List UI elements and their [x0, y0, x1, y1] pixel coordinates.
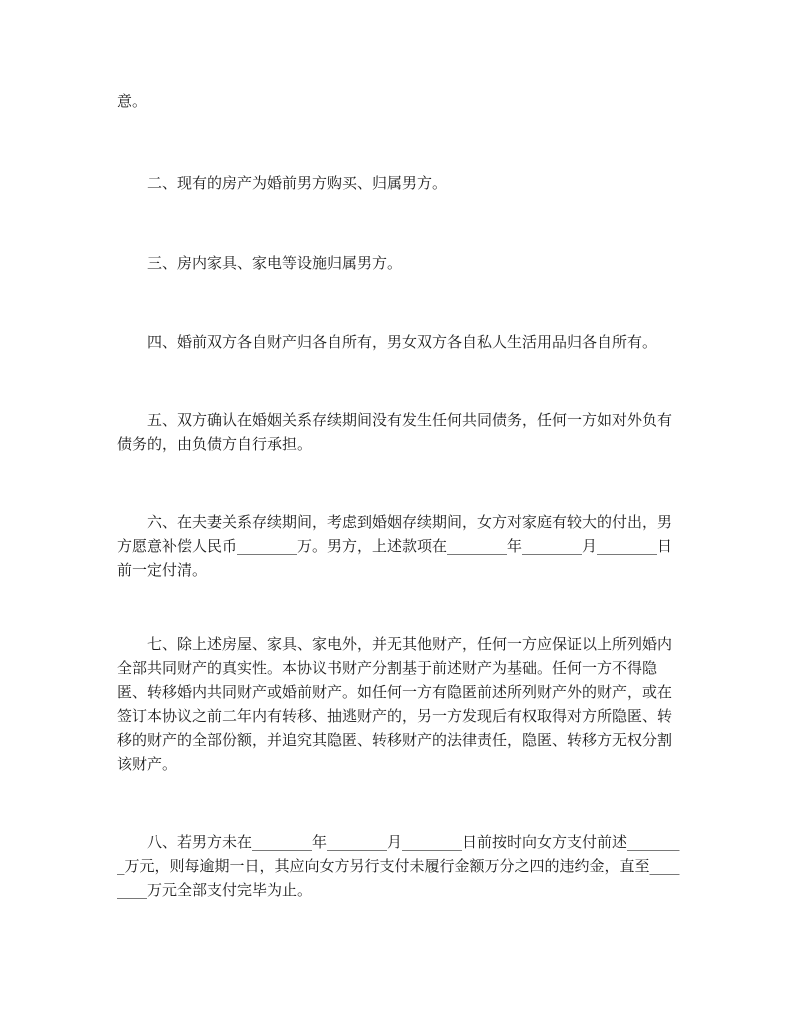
clause-7: 七、除上述房屋、家具、家电外，并无其他财产，任何一方应保证以上所列婚内全部共同财产的真实性。本协议书财产分割基于前述财产为基础。任何一方不得隐匿、转移婚内共同财产或婚前财产。如任何一方有隐匿前述所列财产外的财产，或在签订本协议之前二年内有转移、抽逃财产的，另一方发现后有权取得对方所隐匿、转移的财产的全部份额，并追究其隐匿、转移财产的法律责任，隐匿、转移方无权分割该财产。 [117, 635, 673, 773]
paragraph-continuation: 意。 [117, 92, 148, 110]
clause-6: 六、在夫妻关系存续期间，考虑到婚姻存续期间，女方对家庭有较大的付出，男方愿意补偿人民币________万。男方，上述款项在________年________月________日前一定付清。 [117, 513, 673, 579]
clause-5: 五、双方确认在婚姻关系存续期间没有发生任何共同债务，任何一方如对外负有债务的，由负债方自行承担。 [117, 411, 673, 453]
clause-4: 四、婚前双方各自财产归各自所有，男女双方各自私人生活用品归各自所有。 [147, 333, 658, 351]
clause-3: 三、房内家具、家电等设施归属男方。 [147, 254, 403, 272]
clause-8: 八、若男方未在________年________月________日前按时向女方支付前述________万元，则每逾期一日，其应向女方另行支付未履行金额万分之四的违约金，直至________万元全部支付完毕为止。 [117, 833, 680, 899]
clause-2: 二、现有的房产为婚前男方购买、归属男方。 [147, 174, 448, 192]
